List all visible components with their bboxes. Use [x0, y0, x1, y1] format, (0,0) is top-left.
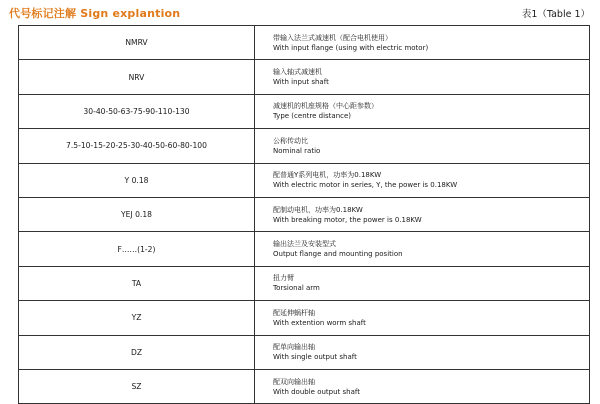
description-cell	[255, 26, 590, 60]
description-cell	[255, 301, 590, 335]
table-reference: 表1（Table 1）	[521, 9, 590, 20]
table-row	[19, 60, 590, 94]
description-chinese: 输出法兰及安装型式	[273, 240, 336, 249]
description-chinese: 配制动电机，功率为0.18KW	[273, 205, 363, 214]
description-cell	[255, 232, 590, 266]
description-cell	[255, 94, 590, 128]
table-row	[19, 232, 590, 266]
table-row	[19, 301, 590, 335]
code-cell: 30-40-50-63-75-90-110-130	[19, 94, 255, 128]
description-cell	[255, 163, 590, 197]
description-cell	[255, 335, 590, 369]
table-row	[19, 335, 590, 369]
code-cell: YZ	[19, 301, 255, 335]
code-cell: TA	[19, 266, 255, 300]
code-cell: YEJ 0.18	[19, 197, 255, 231]
description-cell	[255, 129, 590, 163]
description-chinese: 扭力臂	[273, 274, 294, 283]
description-chinese: 配普通Y系列电机，功率为0.18KW	[273, 171, 382, 180]
description-cell	[255, 60, 590, 94]
description-chinese: 配双向输出轴	[273, 377, 315, 386]
description-cell	[255, 197, 590, 231]
code-cell: NMRV	[19, 26, 255, 60]
code-cell: 7.5-10-15-20-25-30-40-50-60-80-100	[19, 129, 255, 163]
table-row	[19, 129, 590, 163]
table-row	[19, 94, 590, 128]
code-cell: DZ	[19, 335, 255, 369]
description-english: With breaking motor, the power is 0.18KW	[273, 215, 422, 224]
description-english: With input shaft	[273, 78, 329, 87]
table-row	[19, 266, 590, 300]
description-english: With double output shaft	[273, 387, 360, 396]
description-english: Type (centre distance)	[273, 112, 352, 121]
description-english: With single output shaft	[273, 353, 357, 362]
page-title: 代号标记注解 Sign explantion	[9, 7, 181, 20]
description-chinese: 配单向输出轴	[273, 343, 315, 352]
code-cell: SZ	[19, 369, 255, 403]
code-cell: F……(1-2)	[19, 232, 255, 266]
code-cell: NRV	[19, 60, 255, 94]
description-cell	[255, 369, 590, 403]
table-row	[19, 197, 590, 231]
description-english: Nominal ratio	[273, 146, 321, 155]
table-row	[19, 26, 590, 60]
description-chinese: 配延伸蜗杆轴	[273, 308, 315, 317]
description-chinese: 减速机的机座规格（中心距参数）	[273, 102, 378, 111]
description-english: Torsional arm	[273, 284, 320, 293]
sign-explanation-table	[18, 25, 590, 404]
description-english: Output flange and mounting position	[273, 250, 403, 259]
description-english: With electric motor in series, Y, the power is 0.18KW	[273, 181, 458, 190]
description-english: With extention worm shaft	[273, 318, 366, 327]
description-chinese: 公称传动比	[273, 136, 308, 145]
description-english: With input flange (using with electric motor)	[273, 43, 429, 52]
table-row	[19, 163, 590, 197]
description-chinese: 带输入法兰式减速机（配合电机使用）	[273, 33, 392, 42]
code-cell: Y 0.18	[19, 163, 255, 197]
description-cell	[255, 266, 590, 300]
description-chinese: 输入轴式减速机	[273, 68, 322, 77]
table-row	[19, 369, 590, 403]
